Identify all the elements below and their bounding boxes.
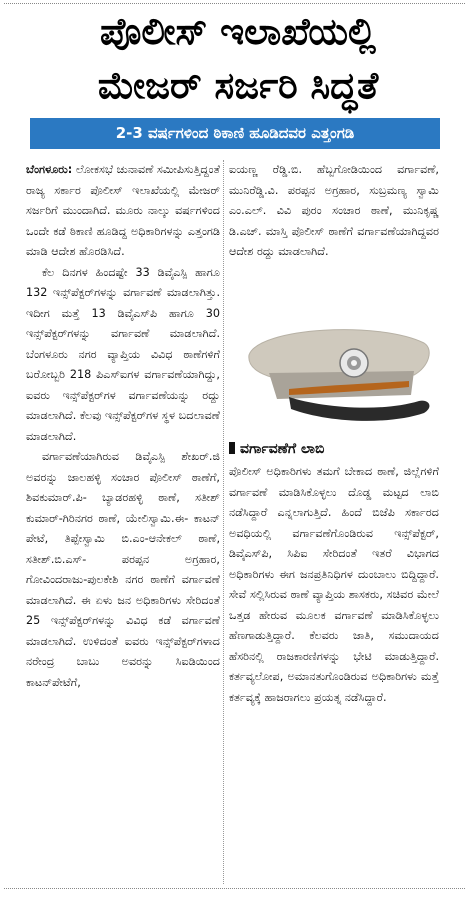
bottom-dotted-rule (4, 888, 465, 889)
paragraph-2: ಕೆಲ ದಿನಗಳ ಹಿಂದಷ್ಟೇ 33 ಡಿವೈಎಸ್ಪಿ ಹಾಗೂ 132 ಇನ್ಸ್‌ಪೆಕ್ಟರ್‌ಗಳನ್ನು ವರ್ಗಾವಣೆ ಮಾಡಲಾಗಿತ್ತು. ಇದೀಗ ಮತ್ತೆ 13 ಡಿವೈಎಸ್‌ಪಿ ಹಾಗೂ 30 ಇನ್ಸ್‌ಪೆಕ್ಟರ್‌ಗಳನ್ನು ವರ್ಗಾವಣೆ ಮಾಡಲಾಗಿದೆ. ಬೆಂಗಳೂರು ನಗರ ವ್ಯಾಪ್ತಿಯ ವಿವಿಧ ಠಾಣೆಗಳಿಗೆ ಬರೋಬ್ಬರಿ 218 ಪಿಎಸ್‌ಐಗಳ ವರ್ಗಾವಣೆಯಾಗಿದ್ದು, ಐವರು ಇನ್ಸ್‌ಪೆಕ್ಟರ್‌ಗಳ ವರ್ಗಾವಣೆಯನ್ನು ರದ್ದು ಮಾಡಲಾಗಿದೆ. ಕೆಲವು ಇನ್ಸ್‌ಪೆಕ್ಟರ್‌ಗಳ ಸ್ಥಳ ಬದಲಾವಣೆ ಮಾಡಲಾಗಿದೆ. (26, 265, 220, 443)
police-cap-photo (229, 315, 439, 430)
article-right-column-bottom (229, 432, 439, 708)
paragraph-5: ಪೊಲೀಸ್ ಅಧಿಕಾರಿಗಳು ತಮಗೆ ಬೇಕಾದ ಠಾಣೆ, ಜಿಲ್ಲೆಗಳಿಗೆ ವರ್ಗಾವಣೆ ಮಾಡಿಸಿಕೊಳ್ಳಲು ದೊಡ್ಡ ಮಟ್ಟದ ಲಾಬಿ ನಡೆಸಿದ್ದಾರೆ ಎನ್ನಲಾಗುತ್ತಿದೆ. ಹಿಂದೆ ಬಿಜೆಪಿ ಸರ್ಕಾರದ ಅವಧಿಯಲ್ಲಿ ವರ್ಗಾವಣೆಗೊಂಡಿರುವ ಇನ್ಸ್‌ಪೆಕ್ಟರ್, ಡಿವೈಎಸ್‌ಪಿ, ಸಿಪಿಐ ಸೇರಿದಂತೆ ಇತರೆ ವಿಭಾಗದ ಅಧಿಕಾರಿಗಳು ಈಗ ಜನಪ್ರತಿನಿಧಿಗಳ ದುಂಬಾಲು ಬಿದ್ದಿದ್ದಾರೆ. ಸೇವೆ ಸಲ್ಲಿಸಿರುವ ಠಾಣೆ ವ್ಯಾಪ್ತಿಯ ಶಾಸಕರು, ಸಚಿವರ ಮೇಲೆ ಒತ್ತಡ ಹೇರುವ ಮೂಲಕ ವರ್ಗಾವಣೆ ಮಾಡಿಸಿಕೊಳ್ಳಲು ಹೆಣಗಾಡುತ್ತಿದ್ದಾರೆ. ಕೆಲವರು ಜಾತಿ, ಸಮುದಾಯದ ಹೆಸರಿನಲ್ಲಿ ರಾಜಕಾರಣಿಗಳನ್ನು ಭೇಟಿ ಮಾಡುತ್ತಿದ್ದಾರೆ. ಕರ್ತವ್ಯಲೋಪ, ಅಮಾನತುಗೊಂಡಿರುವ ಅಧಿಕಾರಿಗಳು ಮತ್ತೆ ಕರ್ತವ್ಯಕ್ಕೆ ಹಾಜರಾಗಲು ಪ್ರಯತ್ನ ನಡೆಸಿದ್ದಾರೆ. (229, 465, 439, 704)
paragraph-1-text: ಲೋಕಸಭೆ ಚುನಾವಣೆ ಸಮೀಪಿಸುತ್ತಿದ್ದಂತೆ ರಾಜ್ಯ ಸರ್ಕಾರ ಪೊಲೀಸ್ ಇಲಾಖೆಯಲ್ಲಿ ಮೇಜರ್ ಸರ್ಜರಿಗೆ ಮುಂದಾಗಿದೆ. ಮೂರು ನಾಲ್ಕು ವರ್ಷಗಳಿಂದ ಒಂದೇ ಕಡೆ ಠಿಕಾಣಿ ಹೂಡಿದ್ದ ಅಧಿಕಾರಿಗಳನ್ನು ಎತ್ತಂಗಡಿ ಮಾಡಿ ಆದೇಶ ಹೊರಡಿಸಿದೆ. (26, 163, 220, 258)
top-dotted-rule (4, 3, 465, 4)
paragraph-1 (26, 160, 220, 263)
column-divider (223, 160, 224, 884)
headline-line-2: ಮೇಜರ್ ಸರ್ಜರಿ ಸಿದ್ಧತೆ (97, 64, 379, 107)
paragraph-4: ಐಯಣ್ಣ ರೆಡ್ಡಿ.ಬಿ. ಹೆಬ್ಬಗೋಡಿಯಿಂದ ವರ್ಗಾವಣೆ, ಮುನಿರೆಡ್ಡಿ.ವಿ. ಪರಪ್ಪನ ಅಗ್ರಹಾರ, ಸುಬ್ರಮಣ್ಯ ಸ್ವಾಮಿ ಎಂ.ಎಲ್. ವಿವಿ ಪುರಂ ಸಂಚಾರ ಠಾಣೆ, ಮುನಿಕೃಷ್ಣ ಡಿ.ಎಚ್. ಮಾಸ್ತಿ ಪೊಲೀಸ್ ಠಾಣೆಗೆ ವರ್ಗಾವಣೆಯಾಗಿದ್ದವರ ಆದೇಶ ರದ್ದು ಮಾಡಲಾಗಿದೆ. (229, 163, 439, 258)
paragraph-3: ವರ್ಗಾವಣೆಯಾಗಿರುವ ಡಿವೈಎಸ್ಪಿ ಶೇಖರ್.ಜಿ ಅವರನ್ನು ಜಾಲಹಳ್ಳಿ ಸಂಚಾರ ಪೊಲೀಸ್ ಠಾಣೆಗೆ, ಶಿವಕುಮಾರ್.ಪಿ- ಬ್ಯಾಡರಹಳ್ಳಿ ಠಾಣೆ, ಸತೀಶ್ ಕುಮಾರ್-ಗಿರಿನಗರ ಠಾಣೆ, ಯೇಲಿಸ್ವಾಮಿ.ಈ- ಕಾಟನ್ ಪೇಟೆ, ತಿಪ್ಪೇಸ್ವಾಮಿ ಬಿ.ಎಂ-ಆನೇಕಲ್ ಠಾಣೆ, ಸತೀಶ್.ಬಿ.ಎಸ್- ಪರಪ್ಪನ ಅಗ್ರಹಾರ, ಗೋವಿಂದರಾಜು-ಪುಲಕೇಶಿ ನಗರ ಠಾಣೆಗೆ ವರ್ಗಾವಣೆ ಮಾಡಲಾಗಿದೆ. ಈ ಏಳು ಜನ ಅಧಿಕಾರಿಗಳು ಸೇರಿದಂತೆ 25 ಇನ್ಸ್‌ಪೆಕ್ಟರ್‌ಗಳನ್ನು ವಿವಿಧ ಕಡೆ ವರ್ಗಾವಣೆ ಮಾಡಲಾಗಿದೆ. ಉಳಿದಂತೆ ಐವರು ಇನ್ಸ್‌ಪೆಕ್ಟರ್‌ಗಳಾದ ನರೇಂದ್ರ ಬಾಬು ಅವರನ್ನು ಸಿಐಡಿಯಿಂದ ಕಾಟನ್‌ಪೇಟೆಗೆ, (26, 450, 220, 689)
article-left-column (26, 160, 220, 693)
subheadline-banner: 2-3 ವರ್ಷಗಳಿಂದ ಠಿಕಾಣಿ ಹೂಡಿದವರ ಎತ್ತಂಗಡಿ (30, 118, 440, 149)
headline-line-1: ಪೊಲೀಸ್ ಇಲಾಖೆಯಲ್ಲಿ (100, 10, 376, 53)
cap-badge (340, 349, 368, 377)
section-subtitle: ವರ್ಗಾವಣೆಗೆ ಲಾಬಿ (229, 438, 439, 460)
article-right-column-top (229, 160, 439, 263)
dateline: ಬೆಂಗಳೂರು: (26, 163, 73, 176)
